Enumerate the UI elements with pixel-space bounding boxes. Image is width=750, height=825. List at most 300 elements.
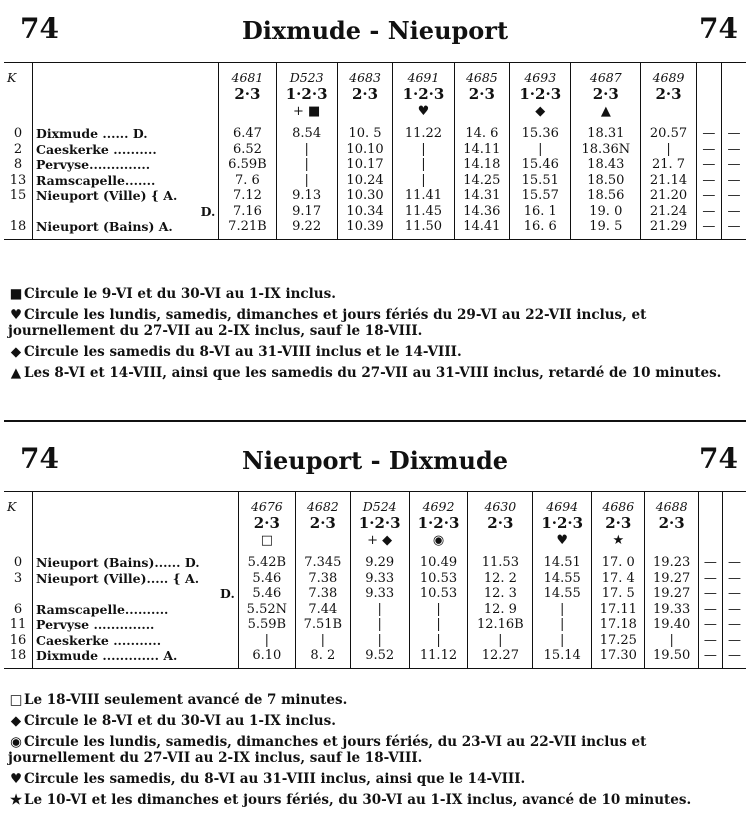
train-number: 4685 bbox=[454, 63, 510, 87]
time-cell: 12.16B bbox=[468, 617, 533, 633]
train-symbol: ◆ bbox=[510, 103, 571, 120]
table-row bbox=[4, 219, 746, 239]
table-row bbox=[4, 120, 746, 142]
timetable-table bbox=[4, 62, 746, 240]
time-cell: — bbox=[722, 571, 746, 587]
train-symbol bbox=[696, 103, 721, 120]
footnote-text: Circule les samedis du 8-VI au 31-VIII inclus et le 14-VIII. bbox=[24, 344, 462, 360]
train-class-row bbox=[4, 515, 746, 532]
time-cell: 7.44 bbox=[295, 602, 350, 618]
train-number-row bbox=[4, 492, 746, 516]
train-number bbox=[696, 63, 721, 87]
time-cell: 14.36 bbox=[454, 204, 510, 220]
train-number: D524 bbox=[350, 492, 409, 516]
time-cell: 7.345 bbox=[295, 549, 350, 571]
time-cell: 18.36N bbox=[571, 142, 641, 158]
time-cell: 11.45 bbox=[393, 204, 454, 220]
time-cell: 10.34 bbox=[337, 204, 393, 220]
time-cell: 15.57 bbox=[510, 188, 571, 204]
time-cell: 9.13 bbox=[276, 188, 337, 204]
time-cell: 6.47 bbox=[219, 120, 276, 142]
train-symbol bbox=[721, 103, 746, 120]
train-symbol bbox=[219, 103, 276, 120]
time-cell: | bbox=[533, 602, 592, 618]
train-class: 2·3 bbox=[337, 86, 393, 103]
station-header bbox=[33, 63, 219, 87]
train-symbol: ★ bbox=[592, 532, 645, 549]
time-cell: 18.31 bbox=[571, 120, 641, 142]
time-cell: 14.55 bbox=[533, 571, 592, 587]
time-cell: 14.41 bbox=[454, 219, 510, 239]
train-symbol: ▲ bbox=[571, 103, 641, 120]
time-cell: 8. 2 bbox=[295, 648, 350, 668]
time-cell: | bbox=[350, 617, 409, 633]
time-cell: | bbox=[393, 142, 454, 158]
footnote bbox=[8, 792, 744, 808]
time-cell: 19.50 bbox=[645, 648, 698, 668]
time-cell: 12. 3 bbox=[468, 586, 533, 602]
train-number: 4630 bbox=[468, 492, 533, 516]
time-cell: 9.33 bbox=[350, 571, 409, 587]
station-name: Nieuport (Ville) { A. bbox=[33, 188, 219, 204]
time-cell: 21. 7 bbox=[641, 157, 697, 173]
time-cell: | bbox=[409, 602, 468, 618]
time-cell: 14.11 bbox=[454, 142, 510, 158]
station-name: Dixmude ...... D. bbox=[33, 120, 219, 142]
table-row bbox=[4, 617, 746, 633]
time-cell: — bbox=[722, 633, 746, 649]
train-number bbox=[722, 492, 746, 516]
train-class bbox=[696, 86, 721, 103]
train-symbol bbox=[468, 532, 533, 549]
train-symbol bbox=[698, 532, 722, 549]
time-cell: 17. 4 bbox=[592, 571, 645, 587]
station-name: D. bbox=[33, 204, 219, 220]
train-class bbox=[698, 515, 722, 532]
time-cell: — bbox=[722, 648, 746, 668]
train-number-row bbox=[4, 63, 746, 87]
time-cell: 11.50 bbox=[393, 219, 454, 239]
train-number: 4688 bbox=[645, 492, 698, 516]
footnote-text: Circule le 8-VI et du 30-VI au 1-IX inclus. bbox=[24, 713, 336, 729]
km-value: 15 bbox=[9, 188, 27, 203]
train-class bbox=[722, 515, 746, 532]
train-symbol bbox=[722, 532, 746, 549]
time-cell: — bbox=[696, 219, 721, 239]
footnote-symbol: ◉ bbox=[10, 734, 22, 750]
time-cell: 5.52N bbox=[238, 602, 295, 618]
time-cell: — bbox=[722, 602, 746, 618]
section-divider bbox=[4, 420, 746, 422]
time-cell: 10.39 bbox=[337, 219, 393, 239]
time-cell: 17.30 bbox=[592, 648, 645, 668]
time-cell: 7.12 bbox=[219, 188, 276, 204]
table-row bbox=[4, 571, 746, 587]
train-number: 4693 bbox=[510, 63, 571, 87]
table-row bbox=[4, 648, 746, 668]
time-cell: | bbox=[533, 633, 592, 649]
time-cell: 7.38 bbox=[295, 571, 350, 587]
time-cell: 17. 5 bbox=[592, 586, 645, 602]
train-number: 4676 bbox=[238, 492, 295, 516]
table-row bbox=[4, 157, 746, 173]
footnote bbox=[8, 286, 744, 302]
time-cell: 19.27 bbox=[645, 586, 698, 602]
time-cell: 15.46 bbox=[510, 157, 571, 173]
line-number: 74 bbox=[699, 12, 738, 45]
train-class: 1·2·3 bbox=[533, 515, 592, 532]
footnote-symbol: □ bbox=[9, 692, 23, 708]
train-class: 2·3 bbox=[645, 515, 698, 532]
time-cell: 19.33 bbox=[645, 602, 698, 618]
time-cell: 5.59B bbox=[238, 617, 295, 633]
train-class: 1·2·3 bbox=[393, 86, 454, 103]
timetable-nieuport-dixmude bbox=[0, 436, 750, 808]
km-value: 11 bbox=[9, 617, 27, 632]
train-number: 4682 bbox=[295, 492, 350, 516]
time-cell: 12. 9 bbox=[468, 602, 533, 618]
station-name: Caeskerke ........... bbox=[33, 633, 239, 649]
train-class: 2·3 bbox=[641, 86, 697, 103]
train-number: 4687 bbox=[571, 63, 641, 87]
station-name: D. bbox=[33, 586, 239, 602]
time-cell: 18.56 bbox=[571, 188, 641, 204]
table-row bbox=[4, 602, 746, 618]
train-number: 4691 bbox=[393, 63, 454, 87]
footnote-symbol: ◆ bbox=[10, 344, 22, 360]
time-cell: 16. 1 bbox=[510, 204, 571, 220]
km-value: 3 bbox=[13, 570, 23, 586]
km-cell bbox=[4, 86, 33, 103]
time-cell: | bbox=[276, 142, 337, 158]
time-cell: 5.42B bbox=[238, 549, 295, 571]
line-number: 74 bbox=[699, 442, 738, 475]
time-cell: | bbox=[238, 633, 295, 649]
section-header bbox=[0, 6, 750, 46]
time-cell: 8.54 bbox=[276, 120, 337, 142]
time-cell: — bbox=[696, 120, 721, 142]
table-row bbox=[4, 188, 746, 204]
footnote-text: Les 8-VI et 14-VIII, ainsi que les samedis du 27-VII au 31-VIII inclus, retardé de 10 minutes. bbox=[24, 365, 722, 381]
time-cell: 7.16 bbox=[219, 204, 276, 220]
time-cell: 6.52 bbox=[219, 142, 276, 158]
time-cell: 20.57 bbox=[641, 120, 697, 142]
station-name: Ramscapelle....... bbox=[33, 173, 219, 189]
km-value: 16 bbox=[9, 632, 27, 648]
time-cell: | bbox=[350, 602, 409, 618]
time-cell: — bbox=[698, 648, 722, 668]
train-symbol: + ◆ bbox=[350, 532, 409, 549]
train-class: 1·2·3 bbox=[409, 515, 468, 532]
table-row bbox=[4, 586, 746, 602]
train-symbol: + ■ bbox=[276, 103, 337, 120]
km-cell bbox=[4, 515, 33, 532]
time-cell: 10.49 bbox=[409, 549, 468, 571]
train-symbol bbox=[645, 532, 698, 549]
time-cell: — bbox=[722, 617, 746, 633]
time-cell: | bbox=[393, 157, 454, 173]
train-class: 2·3 bbox=[571, 86, 641, 103]
footnote-text: Circule les lundis, samedis, dimanches et jours fériés du 29-VI au 22-VII inclus, et journellement du 27-VII au 2-IX inclus, sauf le 18-VIII. bbox=[8, 307, 647, 339]
km-value bbox=[4, 204, 33, 220]
time-cell: — bbox=[721, 188, 746, 204]
time-cell: | bbox=[641, 142, 697, 158]
time-cell: 9.33 bbox=[350, 586, 409, 602]
time-cell: — bbox=[696, 188, 721, 204]
time-cell: 16. 6 bbox=[510, 219, 571, 239]
footnote-symbol: ★ bbox=[9, 792, 23, 808]
route-title: Dixmude - Nieuport bbox=[241, 16, 509, 45]
footnote bbox=[8, 307, 744, 339]
time-cell: — bbox=[698, 571, 722, 587]
time-cell: — bbox=[698, 602, 722, 618]
time-cell: | bbox=[276, 157, 337, 173]
time-cell: — bbox=[722, 549, 746, 571]
time-cell: — bbox=[721, 173, 746, 189]
time-cell: | bbox=[409, 633, 468, 649]
time-cell: 15.36 bbox=[510, 120, 571, 142]
km-value: 18 bbox=[9, 648, 27, 663]
train-number bbox=[698, 492, 722, 516]
train-class: 2·3 bbox=[454, 86, 510, 103]
time-cell: 7. 6 bbox=[219, 173, 276, 189]
time-cell: 14.25 bbox=[454, 173, 510, 189]
km-value: 6 bbox=[13, 601, 23, 617]
station-name: Dixmude ............. A. bbox=[33, 648, 239, 668]
table-row bbox=[4, 633, 746, 649]
footnote-text: Le 18-VIII seulement avancé de 7 minutes. bbox=[24, 692, 348, 708]
train-number: 4681 bbox=[219, 63, 276, 87]
time-cell: 10.30 bbox=[337, 188, 393, 204]
time-cell: 19.40 bbox=[645, 617, 698, 633]
time-cell: 15.51 bbox=[510, 173, 571, 189]
time-cell: 19.27 bbox=[645, 571, 698, 587]
km-header: K bbox=[7, 69, 17, 85]
time-cell: 9.29 bbox=[350, 549, 409, 571]
time-cell: — bbox=[698, 586, 722, 602]
km-value bbox=[4, 586, 33, 602]
station-cell bbox=[33, 103, 219, 120]
time-cell: — bbox=[722, 586, 746, 602]
time-cell: | bbox=[468, 633, 533, 649]
line-number: 74 bbox=[20, 12, 59, 45]
time-cell: 21.24 bbox=[641, 204, 697, 220]
footnote-text: Circule les lundis, samedis, dimanches et jours fériés, du 23-VI au 22-VII inclus et journellement du 27-VII au 2-IX inclus, sauf le 18-VIII. bbox=[8, 734, 647, 766]
station-name: Nieuport (Ville)..... { A. bbox=[33, 571, 239, 587]
footnote-text: Circule le 9-VI et du 30-VI au 1-IX inclus. bbox=[24, 286, 336, 302]
route-title: Nieuport - Dixmude bbox=[241, 446, 509, 475]
footnote-text: Circule les samedis, du 8-VI au 31-VIII inclus, ainsi que le 14-VIII. bbox=[24, 771, 526, 787]
time-cell: 9.52 bbox=[350, 648, 409, 668]
time-cell: 7.51B bbox=[295, 617, 350, 633]
km-value: 2 bbox=[13, 141, 23, 157]
train-class: 2·3 bbox=[592, 515, 645, 532]
time-cell: 11.12 bbox=[409, 648, 468, 668]
footnotes bbox=[8, 286, 744, 386]
time-cell: 10.24 bbox=[337, 173, 393, 189]
station-name: Nieuport (Bains) A. bbox=[33, 219, 219, 239]
time-cell: | bbox=[276, 173, 337, 189]
train-symbol bbox=[641, 103, 697, 120]
time-cell: 11.53 bbox=[468, 549, 533, 571]
train-symbol bbox=[295, 532, 350, 549]
train-class bbox=[721, 86, 746, 103]
train-number: 4692 bbox=[409, 492, 468, 516]
time-cell: 15.14 bbox=[533, 648, 592, 668]
time-cell: — bbox=[698, 617, 722, 633]
km-cell bbox=[4, 532, 33, 549]
km-value: 13 bbox=[9, 172, 27, 188]
line-number: 74 bbox=[20, 442, 59, 475]
train-symbol bbox=[454, 103, 510, 120]
timetable-dixmude-nieuport bbox=[0, 6, 750, 381]
train-class: 2·3 bbox=[295, 515, 350, 532]
time-cell: 7.21B bbox=[219, 219, 276, 239]
table-row bbox=[4, 549, 746, 571]
footnote bbox=[8, 713, 744, 729]
footnote bbox=[8, 344, 744, 360]
time-cell: 21.20 bbox=[641, 188, 697, 204]
train-class: 1·2·3 bbox=[510, 86, 571, 103]
time-cell: 10.53 bbox=[409, 571, 468, 587]
train-class: 2·3 bbox=[468, 515, 533, 532]
time-cell: 6.10 bbox=[238, 648, 295, 668]
train-number bbox=[721, 63, 746, 87]
footnote bbox=[8, 734, 744, 766]
footnote-symbol: ▲ bbox=[10, 365, 22, 381]
train-symbol bbox=[337, 103, 393, 120]
train-number: 4694 bbox=[533, 492, 592, 516]
time-cell: — bbox=[721, 204, 746, 220]
time-cell: 5.46 bbox=[238, 571, 295, 587]
time-cell: 19. 0 bbox=[571, 204, 641, 220]
time-cell: 17.25 bbox=[592, 633, 645, 649]
km-cell bbox=[4, 103, 33, 120]
train-number: 4683 bbox=[337, 63, 393, 87]
station-name: Ramscapelle.......... bbox=[33, 602, 239, 618]
footnote bbox=[8, 365, 744, 381]
time-cell: | bbox=[350, 633, 409, 649]
table-row bbox=[4, 173, 746, 189]
footnote bbox=[8, 692, 744, 708]
train-class: 2·3 bbox=[219, 86, 276, 103]
time-cell: 5.46 bbox=[238, 586, 295, 602]
time-cell: — bbox=[721, 157, 746, 173]
time-cell: — bbox=[696, 204, 721, 220]
time-cell: 7.38 bbox=[295, 586, 350, 602]
time-cell: — bbox=[721, 120, 746, 142]
time-cell: | bbox=[510, 142, 571, 158]
footnote-symbol: ◆ bbox=[10, 713, 22, 729]
train-symbol: □ bbox=[238, 532, 295, 549]
time-cell: 14.18 bbox=[454, 157, 510, 173]
table-row bbox=[4, 204, 746, 220]
time-cell: 10. 5 bbox=[337, 120, 393, 142]
km-header: K bbox=[7, 498, 17, 514]
time-cell: 9.22 bbox=[276, 219, 337, 239]
time-cell: 6.59B bbox=[219, 157, 276, 173]
train-symbol-row bbox=[4, 532, 746, 549]
time-cell: — bbox=[696, 142, 721, 158]
time-cell: — bbox=[696, 157, 721, 173]
km-value: 18 bbox=[9, 219, 27, 234]
time-cell: 10.10 bbox=[337, 142, 393, 158]
time-cell: — bbox=[721, 142, 746, 158]
time-cell: — bbox=[721, 219, 746, 239]
km-value: 0 bbox=[13, 126, 23, 141]
train-class: 1·2·3 bbox=[276, 86, 337, 103]
train-symbol: ◉ bbox=[409, 532, 468, 549]
time-cell: | bbox=[295, 633, 350, 649]
station-name: Nieuport (Bains)...... D. bbox=[33, 549, 239, 571]
time-cell: 19. 5 bbox=[571, 219, 641, 239]
footnotes bbox=[8, 692, 744, 813]
time-cell: 19.23 bbox=[645, 549, 698, 571]
time-cell: 18.50 bbox=[571, 173, 641, 189]
table-row bbox=[4, 142, 746, 158]
train-symbol-row bbox=[4, 103, 746, 120]
station-name: Caeskerke .......... bbox=[33, 142, 219, 158]
station-cell bbox=[33, 532, 239, 549]
time-cell: 10.17 bbox=[337, 157, 393, 173]
footnote-text: Le 10-VI et les dimanches et jours fériés, du 30-VI au 1-IX inclus, avancé de 10 minutes. bbox=[24, 792, 692, 808]
time-cell: 21.29 bbox=[641, 219, 697, 239]
time-cell: — bbox=[698, 549, 722, 571]
time-cell: 11.41 bbox=[393, 188, 454, 204]
time-cell: 9.17 bbox=[276, 204, 337, 220]
timetable-table bbox=[4, 491, 746, 669]
footnote-symbol: ■ bbox=[9, 286, 23, 302]
train-class-row bbox=[4, 86, 746, 103]
time-cell: 10.53 bbox=[409, 586, 468, 602]
km-value: 0 bbox=[13, 555, 23, 570]
footnote-symbol: ♥ bbox=[9, 307, 23, 323]
footnote bbox=[8, 771, 744, 787]
time-cell: 18.43 bbox=[571, 157, 641, 173]
station-cell bbox=[33, 515, 239, 532]
station-name: Pervyse.............. bbox=[33, 157, 219, 173]
time-cell: 17. 0 bbox=[592, 549, 645, 571]
time-cell: 11.22 bbox=[393, 120, 454, 142]
station-header bbox=[33, 492, 239, 516]
time-cell: 14. 6 bbox=[454, 120, 510, 142]
time-cell: 21.14 bbox=[641, 173, 697, 189]
section-header bbox=[0, 436, 750, 476]
station-cell bbox=[33, 86, 219, 103]
time-cell: 17.11 bbox=[592, 602, 645, 618]
time-cell: — bbox=[696, 173, 721, 189]
time-cell: 14.31 bbox=[454, 188, 510, 204]
train-symbol: ♥ bbox=[393, 103, 454, 120]
time-cell: 12.27 bbox=[468, 648, 533, 668]
footnote-symbol: ♥ bbox=[9, 771, 23, 787]
train-number: 4689 bbox=[641, 63, 697, 87]
train-number: D523 bbox=[276, 63, 337, 87]
time-cell: 14.55 bbox=[533, 586, 592, 602]
time-cell: | bbox=[533, 617, 592, 633]
train-class: 1·2·3 bbox=[350, 515, 409, 532]
train-symbol: ♥ bbox=[533, 532, 592, 549]
time-cell: | bbox=[409, 617, 468, 633]
time-cell: | bbox=[645, 633, 698, 649]
time-cell: — bbox=[698, 633, 722, 649]
time-cell: 17.18 bbox=[592, 617, 645, 633]
time-cell: 12. 2 bbox=[468, 571, 533, 587]
time-cell: | bbox=[393, 173, 454, 189]
time-cell: 14.51 bbox=[533, 549, 592, 571]
train-number: 4686 bbox=[592, 492, 645, 516]
station-name: Pervyse .............. bbox=[33, 617, 239, 633]
